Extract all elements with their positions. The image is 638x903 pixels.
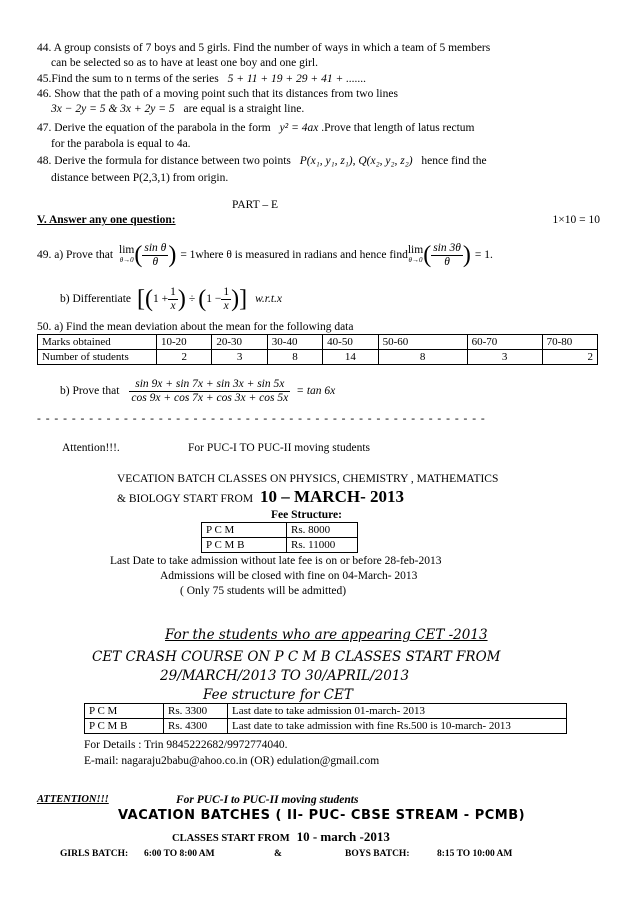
- attention-2-for: For PUC-I to PUC-II moving students: [176, 794, 359, 806]
- contact-email: E-mail: nagaraju2babu@ahoo.co.in (OR) edulation@gmail.com: [84, 755, 380, 767]
- q45-series: 5 + 11 + 19 + 29 + 41 + .......: [227, 73, 367, 85]
- q49a-limit1: [119, 245, 134, 265]
- cet-line1: CET CRASH COURSE ON P C M B CLASSES START FROM: [92, 649, 501, 665]
- q49b-one-minus: 1 −: [206, 293, 222, 305]
- table-cell: Last date to take admission with fine Rs.500 is 10-march- 2013: [228, 719, 567, 734]
- table-row: [202, 523, 358, 538]
- table-cell: Marks obtained: [38, 335, 157, 350]
- attention-2-label: ATTENTION!!!: [37, 794, 109, 805]
- table-row: [85, 704, 567, 719]
- classes-start-date: 10 - march -2013: [296, 829, 390, 844]
- bracket-close: ]: [239, 286, 248, 312]
- table-cell: 8: [378, 350, 467, 365]
- attention-for: For PUC-I TO PUC-II moving students: [188, 442, 370, 454]
- q49a-frac2: [431, 242, 463, 269]
- table-cell: 14: [323, 350, 378, 365]
- q49b-divide: ÷: [188, 293, 196, 305]
- table-cell: 3: [467, 350, 542, 365]
- frac1-num: sin θ: [144, 241, 167, 254]
- q49b-prefix: b) Differentiate: [60, 293, 131, 305]
- table-cell: 70-80: [542, 335, 597, 350]
- q49a-prefix: 49. a) Prove that: [37, 249, 114, 261]
- table-row: [38, 335, 598, 350]
- table-cell: P C M: [202, 523, 287, 538]
- q49a: [37, 236, 493, 274]
- paren-open-3: (: [145, 286, 153, 312]
- q47-a: 47. Derive the equation of the parabola in the form: [37, 122, 271, 134]
- q50b-prefix: b) Prove that: [60, 385, 120, 397]
- table-cell: 50-60: [378, 335, 467, 350]
- vacation-line2: [117, 487, 404, 506]
- table-cell: Rs. 4300: [164, 719, 228, 734]
- q45: [37, 72, 366, 86]
- vacation-line2-text: & BIOLOGY START FROM: [117, 493, 254, 505]
- lim-word: lim: [119, 244, 135, 256]
- ampersand: &: [274, 849, 282, 859]
- frac1-den: θ: [152, 255, 159, 268]
- table-row: [85, 719, 567, 734]
- q49b: [60, 280, 282, 318]
- table-row: [202, 538, 358, 553]
- contact-details: For Details : Trin 9845222682/9972774040.: [84, 739, 288, 751]
- table-cell: 30-40: [267, 335, 322, 350]
- table-cell: P C M B: [202, 538, 287, 553]
- classes-start: [172, 830, 390, 846]
- cet-line2: 29/MARCH/2013 TO 30/APRIL/2013: [160, 668, 410, 684]
- classes-start-text: CLASSES START FROM: [172, 833, 290, 844]
- boys-batch-label: BOYS BATCH:: [345, 849, 410, 859]
- q49b-frac-b: [221, 286, 231, 313]
- table-cell: 10-20: [157, 335, 212, 350]
- q49a-frac1: [142, 242, 168, 269]
- table-cell: 40-50: [323, 335, 378, 350]
- q47-b: .Prove that length of latus rectum: [321, 122, 475, 134]
- vacation-batches: VACATION BATCHES ( II- PUC- CBSE STREAM - PCMB): [118, 808, 526, 823]
- q49b-frac-b-den: x: [223, 299, 229, 312]
- q49b-frac-a-num: 1: [170, 285, 176, 298]
- table-cell: Rs. 3300: [164, 704, 228, 719]
- q46-eq: 3x − 2y = 5 & 3x + 2y = 5: [51, 103, 175, 115]
- table-row: [38, 350, 598, 365]
- paren-close-4: ): [231, 286, 240, 312]
- closed-line: Admissions will be closed with fine on 04-March- 2013: [160, 570, 418, 582]
- table-cell: 2: [157, 350, 212, 365]
- q48-b: hence find the: [421, 155, 487, 167]
- fee-structure-title: Fee Structure:: [271, 509, 342, 521]
- mean-deviation-table: [37, 334, 598, 365]
- q49b-frac-a: [168, 286, 178, 313]
- q50b-frac: [129, 378, 290, 405]
- table-cell: Rs. 8000: [287, 523, 358, 538]
- table-cell: Rs. 11000: [287, 538, 358, 553]
- q47-line1: [37, 121, 474, 135]
- q46-tail: are equal is a straight line.: [183, 103, 305, 115]
- lim-word-2: lim: [407, 244, 424, 256]
- vacation-start-date: 10 – MARCH- 2013: [259, 487, 404, 506]
- frac2-num: sin 3θ: [433, 241, 461, 254]
- table-cell: P C M: [85, 704, 164, 719]
- q46-line1: 46. Show that the path of a moving point such that its distances from two lines: [37, 88, 398, 100]
- frac2-den: θ: [444, 255, 450, 268]
- lim-sub: θ→0: [119, 256, 134, 264]
- paren-close-3: ): [177, 286, 186, 312]
- table-cell: Last date to take admission 01-march- 2013: [228, 704, 567, 719]
- q46-line2: [51, 102, 304, 116]
- part-e-heading: PART – E: [232, 199, 278, 211]
- lim-sub-2: θ→0: [408, 256, 423, 264]
- q49b-wrt: w.r.t.x: [255, 293, 283, 305]
- q50-line: 50. a) Find the mean deviation about the mean for the following data: [37, 321, 354, 333]
- dashed-divider: - - - - - - - - - - - - - - - - - - - - - - - - - - - - - - - - - - - - - - - - - - - - - - - - - - - -: [37, 413, 486, 425]
- q49a-limit2: [408, 245, 423, 265]
- table-cell: 20-30: [212, 335, 267, 350]
- paren-open-2: (: [423, 242, 432, 268]
- section-v-marks: 1×10 = 10: [552, 214, 600, 226]
- cet-fee-table: [84, 703, 567, 734]
- table-cell: 8: [267, 350, 322, 365]
- q49a-mid: = 1where θ is measured in radians and hence find: [180, 249, 408, 261]
- bracket-open: [: [137, 286, 145, 312]
- table-cell: P C M B: [85, 719, 164, 734]
- table-cell: Number of students: [38, 350, 157, 365]
- q49b-frac-a-den: x: [170, 299, 176, 312]
- table-cell: 2: [542, 350, 597, 365]
- q45-text: 45.Find the sum to n terms of the series: [37, 73, 219, 85]
- cet-fee-title: Fee structure for CET: [203, 687, 353, 703]
- section-v-heading: V. Answer any one question:: [37, 214, 176, 226]
- q49b-one-plus: 1 +: [153, 293, 169, 305]
- paren-open-4: (: [198, 286, 207, 312]
- cet-title: For the students who are appearing CET -2013: [165, 627, 488, 643]
- boys-batch-time: 8:15 TO 10:00 AM: [437, 849, 513, 859]
- q47-line2: for the parabola is equal to 4a.: [51, 138, 191, 150]
- q50b-rhs: = tan 6x: [296, 385, 336, 397]
- q48-points: P(x₁, y₁, z₁), Q(x₂, y₂, z₂): [299, 155, 413, 167]
- paren-open: (: [134, 242, 143, 268]
- q49b-frac-b-num: 1: [223, 285, 230, 298]
- paren-close-2: ): [462, 242, 471, 268]
- q47-eq: y² = 4ax: [279, 122, 319, 134]
- girls-batch-time: 6:00 TO 8:00 AM: [144, 849, 215, 859]
- paren-close: ): [168, 242, 177, 268]
- only-line: ( Only 75 students will be admitted): [180, 585, 347, 597]
- q44-line2: can be selected so as to have at least one boy and one girl.: [51, 57, 318, 69]
- q48-a: 48. Derive the formula for distance between two points: [37, 155, 291, 167]
- q50b-den: cos 9x + cos 7x + cos 3x + cos 5x: [131, 391, 289, 404]
- q48-line2: distance between P(2,3,1) from origin.: [51, 172, 229, 184]
- q50b: [60, 372, 335, 410]
- q49a-end: = 1.: [474, 249, 493, 261]
- q50b-num: sin 9x + sin 7x + sin 3x + sin 5x: [129, 378, 290, 392]
- girls-batch-label: GIRLS BATCH:: [60, 849, 129, 859]
- attention-label: Attention!!!.: [62, 442, 120, 454]
- q44-line1: 44. A group consists of 7 boys and 5 girls. Find the number of ways in which a team of 5 members: [37, 42, 491, 54]
- table-cell: 60-70: [467, 335, 542, 350]
- q48-line1: [37, 154, 487, 168]
- vacation-line1: VECATION BATCH CLASSES ON PHYSICS, CHEMISTRY , MATHEMATICS: [117, 473, 499, 485]
- table-cell: 3: [212, 350, 267, 365]
- last-date-line: Last Date to take admission without late fee is on or before 28-feb-2013: [110, 555, 442, 567]
- fee-table: [201, 522, 358, 553]
